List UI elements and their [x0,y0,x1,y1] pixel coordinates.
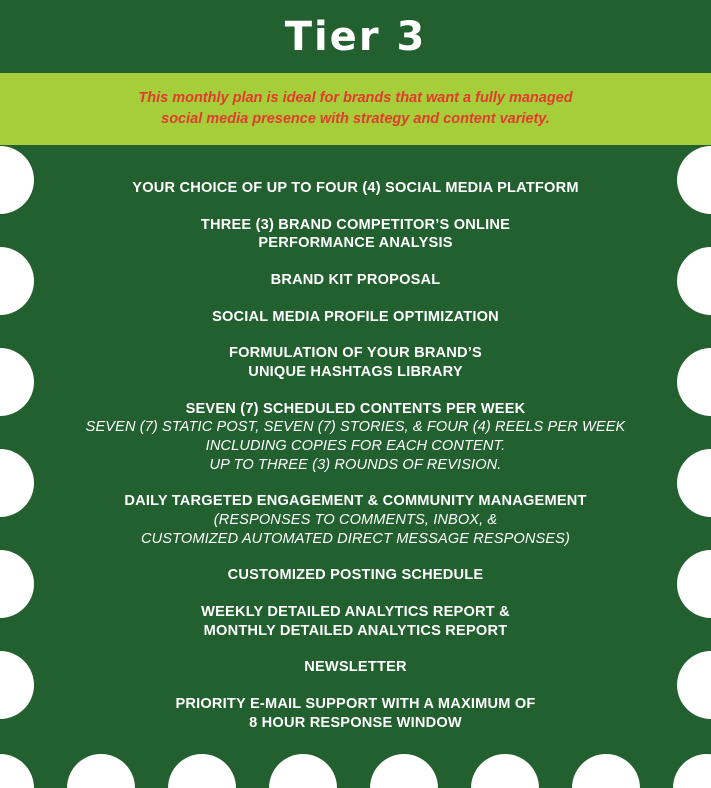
scallop-decoration [673,754,711,788]
plan-description-line-1: This monthly plan is ideal for brands that want a fully managed [138,90,573,107]
list-item [20,658,691,677]
list-item [20,308,691,327]
list-item [20,271,691,290]
feature-line: YOUR CHOICE OF UP TO FOUR (4) SOCIAL MEDIA PLATFORM [132,180,579,196]
feature-subline: UP TO THREE (3) ROUNDS OF REVISION. [209,456,502,473]
card-header [0,0,711,73]
feature-line: UNIQUE HASHTAGS LIBRARY [248,364,463,381]
list-item [20,695,691,732]
list-item [20,603,691,640]
list-item [20,400,691,475]
scallop-decoration [67,754,135,788]
feature-line: BRAND KIT PROPOSAL [270,272,441,289]
list-item [20,179,691,198]
plan-description-line-2: social media presence with strategy and content variety. [161,111,550,127]
feature-subline: INCLUDING COPIES FOR EACH CONTENT. [205,438,506,455]
plan-description-banner [0,73,711,145]
feature-line: PERFORMANCE ANALYSIS [258,235,453,252]
feature-line: MONTHLY DETAILED ANALYTICS REPORT [203,622,508,639]
scallop-decoration [269,754,337,788]
feature-subline: SEVEN (7) STATIC POST, SEVEN (7) STORIES, & FOUR (4) REELS PER WEEK [85,419,626,436]
scallop-decoration [0,754,34,788]
scallop-decoration [168,754,236,788]
feature-subline: CUSTOMIZED AUTOMATED DIRECT MESSAGE RESPONSES) [141,530,570,547]
feature-line: 8 HOUR RESPONSE WINDOW [249,714,462,731]
feature-line: DAILY TARGETED ENGAGEMENT & COMMUNITY MANAGEMENT [124,493,587,510]
feature-line: PRIORITY E-MAIL SUPPORT WITH A MAXIMUM OF [175,696,536,713]
feature-line: NEWSLETTER [304,659,407,676]
feature-line: THREE (3) BRAND COMPETITOR’S ONLINE [200,216,511,233]
list-item [20,492,691,548]
scallop-decoration [572,754,640,788]
scallop-decoration [370,754,438,788]
feature-subline: (RESPONSES TO COMMENTS, INBOX, & [213,512,498,529]
page-title: Tier 3 [284,13,427,60]
feature-line: FORMULATION OF YOUR BRAND’S [229,345,482,362]
list-item [20,344,691,381]
plan-description-text [138,88,572,129]
feature-line: SOCIAL MEDIA PROFILE OPTIMIZATION [212,308,499,325]
feature-line: CUSTOMIZED POSTING SCHEDULE [227,567,484,584]
feature-list [0,145,711,732]
list-item [20,566,691,585]
feature-line: SEVEN (7) SCHEDULED CONTENTS PER WEEK [185,400,526,417]
list-item [20,216,691,253]
scallop-decoration [471,754,539,788]
feature-line: WEEKLY DETAILED ANALYTICS REPORT & [201,604,510,621]
